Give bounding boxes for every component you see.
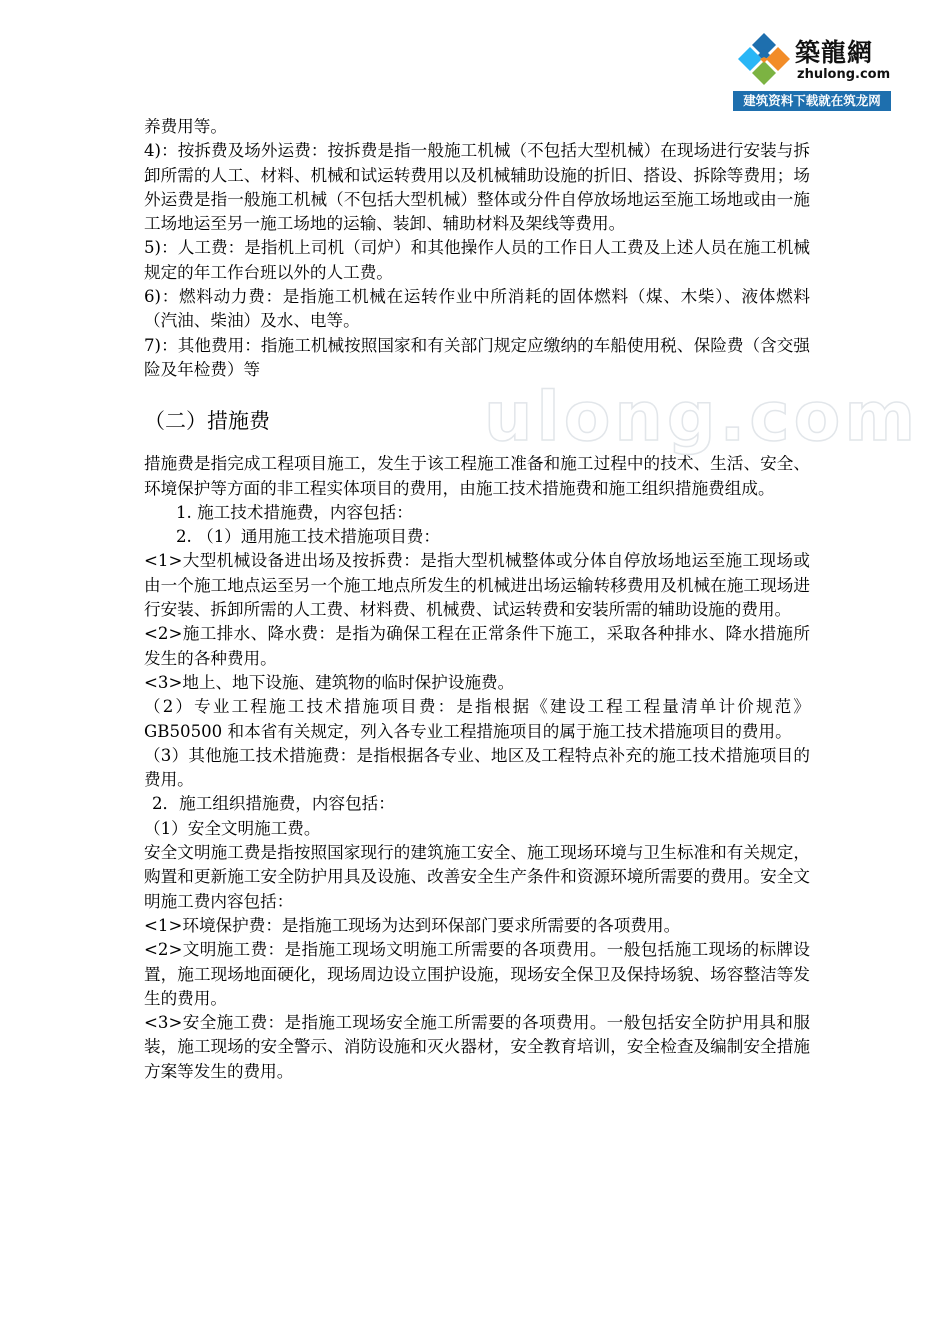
paragraph: 安全文明施工费是指按照国家现行的建筑施工安全、施工现场环境与卫生标准和有关规定，购置和更新施工安全防护用具及设施、改善安全生产条件和资源环境所需要的费用。安全文明施工费内容包括：: [144, 843, 810, 911]
paragraph: 养费用等。: [144, 117, 227, 136]
paragraph: <1>大型机械设备进出场及按拆费：是指大型机械整体或分体自停放场地运至施工现场或由一个施工地点运至另一个施工地点所发生的机械进出场运输转移费用及机械在施工现场进行安装、拆卸所需的人工费、材料费、机械费、试运转费和安装所需的辅助设施的费用。: [144, 551, 810, 620]
paragraph: 7)：其他费用：指施工机械按照国家和有关部门规定应缴纳的车船使用税、保险费（含交强险及年检费）等: [144, 335, 810, 379]
list-item: 2．施工组织措施费，内容包括：: [152, 794, 395, 814]
paragraph: （3）其他施工技术措施费：是指根据各专业、地区及工程特点补充的施工技术措施项目的费用。: [144, 745, 810, 790]
paragraph: <2>文明施工费：是指施工现场文明施工所需要的各项费用。一般包括施工现场的标牌设置，施工现场地面硬化，现场周边设立围护设施，现场安全保卫及保持场貌、场容整洁等发生的费用。: [144, 940, 810, 1008]
paragraph: 4)：按拆费及场外运费：按拆费是指一般施工机械（不包括大型机械）在现场进行安装与拆卸所需的人工、材料、机械和试运转费用以及机械辅助设施的折旧、搭设、拆除等费用；场外运费是指一般施工机械（不包括大型机械）整体或分件自停放场地运至施工场地或由一施工场地运至另一施工场地的运输、装卸、辅助材料及架线等费用。: [144, 141, 810, 234]
paragraph: <2>施工排水、降水费：是指为确保工程在正常条件下施工，采取各种排水、降水措施所发生的各种费用。: [144, 624, 810, 668]
paragraph: （2）专业工程施工技术措施项目费：是指根据《建设工程工程量清单计价规范》GB50500 和本省有关规定，列入各专业工程措施项目的属于施工技术措施项目的费用。: [144, 697, 810, 741]
document-body: [144, 115, 810, 1084]
logo-tagline: 建筑资料下载就在筑龙网: [733, 91, 891, 111]
zhulong-logo: [733, 27, 891, 111]
paragraph: 措施费是指完成工程项目施工，发生于该工程施工准备和施工过程中的技术、生活、安全、环境保护等方面的非工程实体项目的费用，由施工技术措施费和施工组织措施费组成。: [144, 454, 810, 498]
zhulong-mark-icon: [736, 31, 792, 87]
logo-name-cn: 築龍網: [795, 38, 874, 67]
paragraph: <1>环境保护费：是指施工现场为达到环保部门要求所需要的各项费用。: [144, 915, 681, 935]
paragraph: <3>安全施工费：是指施工现场安全施工所需要的各项费用。一般包括安全防护用具和服装，施工现场的安全警示、消防设施和灭火器材，安全教育培训，安全检查及编制安全措施方案等发生的费用。: [144, 1013, 810, 1081]
paragraph: 6)：燃料动力费：是指施工机械在运转作业中所消耗的固体燃料（煤、木柴）、液体燃料（汽油、柴油）及水、电等。: [144, 287, 810, 331]
section-heading: （二）措施费: [144, 409, 270, 434]
logo-header: [733, 27, 891, 91]
paragraph: 5)：人工费：是指机上司机（司炉）和其他操作人员的工作日人工费及上述人员在施工机械规定的年工作台班以外的人工费。: [144, 238, 810, 282]
list-item: 1. 施工技术措施费，内容包括：: [176, 502, 413, 522]
paragraph: <3>地上、地下设施、建筑物的临时保护设施费。: [144, 672, 515, 692]
list-item: 2. （1）通用施工技术措施项目费：: [176, 527, 440, 547]
watermark: ulong.com: [484, 378, 920, 457]
logo-name-en: zhulong.com: [797, 67, 891, 82]
paragraph: （1）安全文明施工费。: [144, 818, 321, 838]
